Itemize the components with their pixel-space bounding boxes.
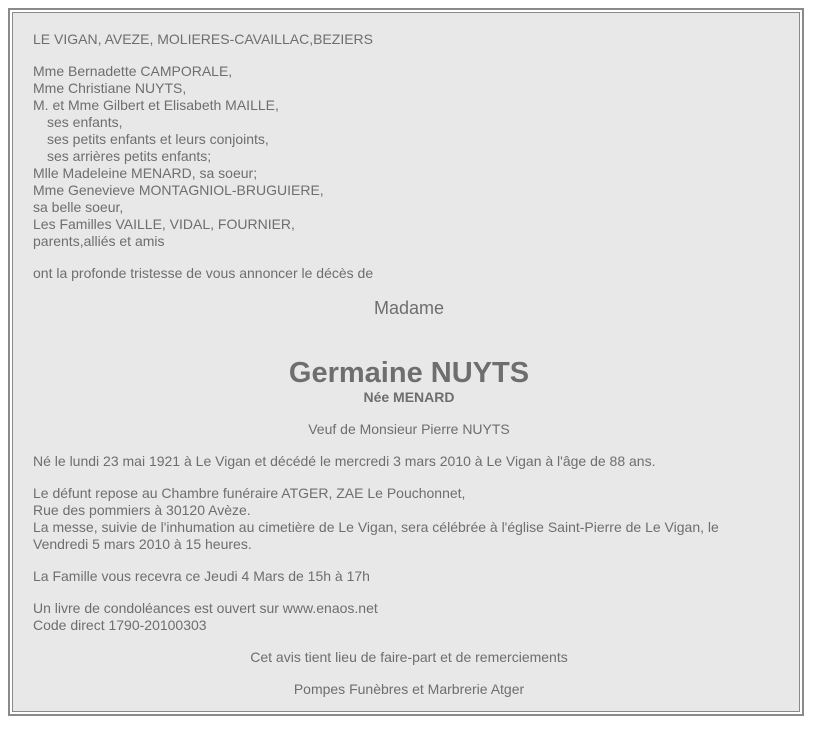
condolences-code: Code direct 1790-20100303 (33, 617, 207, 633)
widow-of-line: Veuf de Monsieur Pierre NUYTS (308, 421, 510, 437)
family-line: Mme Genevieve MONTAGNIOL-BRUGUIERE, (33, 182, 324, 198)
funeral-line: Rue des pommiers à 30120 Avèze. (33, 502, 251, 518)
funeral-line: Vendredi 5 mars 2010 à 15 heures. (33, 536, 252, 552)
family-line: Mme Christiane NUYTS, (33, 80, 187, 96)
family-line: ses arrières petits enfants; (47, 148, 212, 164)
notice-line: Cet avis tient lieu de faire-part et de remerciements (250, 649, 568, 665)
family-line: Mme Bernadette CAMPORALE, (33, 63, 233, 79)
maiden-name: Née MENARD (363, 389, 455, 405)
family-list (33, 63, 785, 250)
birth-death-line: Né le lundi 23 mai 1921 à Le Vigan et décédé le mercredi 3 mars 2010 à Le Vigan à l'âge de 88 ans. (33, 453, 656, 469)
family-line: sa belle soeur, (33, 199, 124, 215)
funeral-line: Le défunt repose au Chambre funéraire ATGER, ZAE Le Pouchonnet, (33, 485, 466, 501)
family-line: ses enfants, (47, 114, 123, 130)
family-line: Les Familles VAILLE, VIDAL, FOURNIER, (33, 216, 295, 232)
funeral-line: La messe, suivie de l'inhumation au cimetière de Le Vigan, sera célébrée à l'église Saint-Pierre de Le Vigan, le (33, 519, 719, 535)
obituary-content (33, 31, 785, 713)
deceased-name: Germaine NUYTS (288, 357, 530, 389)
funeral-details (33, 485, 785, 553)
locations-line: LE VIGAN, AVEZE, MOLIERES-CAVAILLAC,BEZIERS (33, 31, 373, 47)
announcement-text: ont la profonde tristesse de vous annoncer le décès de (33, 265, 374, 281)
family-line: parents,alliés et amis (33, 233, 165, 249)
family-line: M. et Mme Gilbert et Elisabeth MAILLE, (33, 97, 279, 113)
reception-line: La Famille vous recevra ce Jeudi 4 Mars de 15h à 17h (33, 568, 370, 584)
condolences-line: Un livre de condoléances est ouvert sur www.enaos.net (33, 600, 378, 616)
family-line: Mlle Madeleine MENARD, sa soeur; (33, 165, 258, 181)
obituary-outer-frame (8, 8, 804, 716)
obituary-card (12, 12, 800, 712)
funeral-home-line: Pompes Funèbres et Marbrerie Atger (293, 681, 525, 697)
honorific-title: Madame (373, 298, 445, 318)
family-line: ses petits enfants et leurs conjoints, (47, 131, 269, 147)
condolences-block (33, 600, 785, 634)
